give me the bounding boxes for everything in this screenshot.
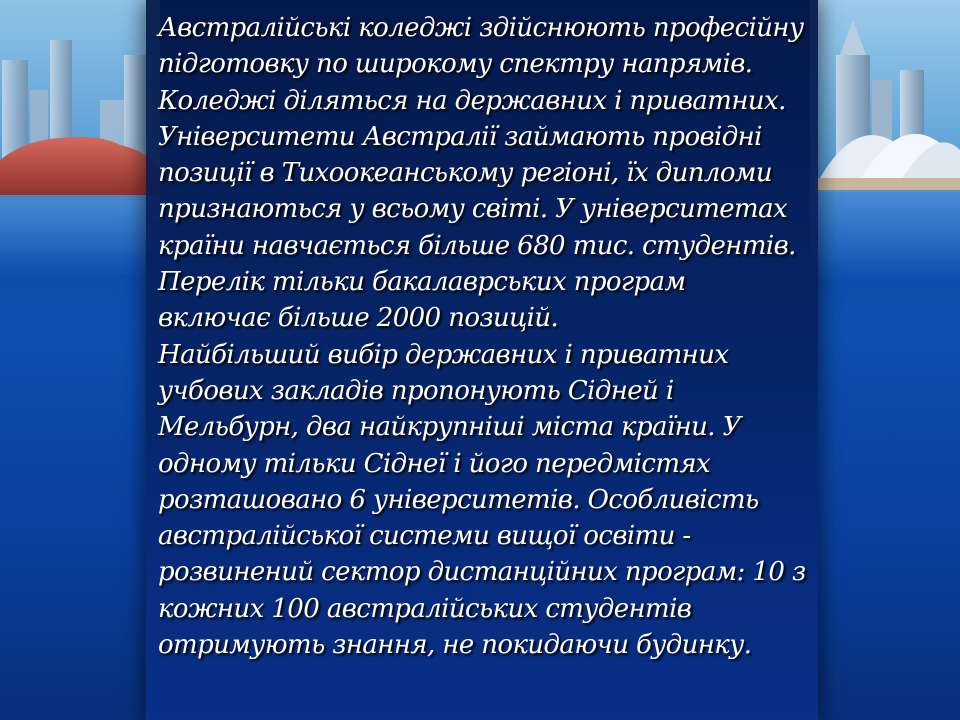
slide-body-text (158, 10, 848, 663)
text-line: Австралійські коледжі здійснюють професійну (158, 13, 804, 43)
text-line: країни навчається більше 680 тис. студентів. (158, 230, 796, 261)
text-line: розташовано 6 університетів. Особливість (158, 484, 759, 515)
text-line: одному тільки Сіднеї і його передмістях (158, 448, 711, 479)
text-line: Найбільший вибір державних і приватних (158, 339, 729, 370)
text-line: Коледжі діляться на державних і приватних. (158, 85, 786, 116)
text-line: розвинений сектор дистанційних програм: 10 з (158, 557, 806, 588)
text-line: австралійської системи вищої освіти - (158, 521, 691, 552)
text-line: Мельбурн, два найкрупніші міста країни. У (158, 412, 741, 443)
text-line: учбових закладів пропонують Сідней і (158, 375, 674, 406)
left-scene (0, 0, 160, 275)
text-line: кожних 100 австралійських студентів (158, 593, 692, 624)
text-line: Університети Австралії займають провідні (158, 121, 762, 152)
text-line: підготовку по широкому спектру напрямів. (158, 49, 753, 80)
text-line: признаються у всьому світі. У університетах (158, 194, 788, 225)
text-line: позиції в Тихоокеанському регіоні, їх дипломи (158, 158, 772, 189)
text-line: включає більше 2000 позицій. (158, 303, 559, 334)
text-line: Перелік тільки бакалаврських програм (158, 267, 686, 298)
text-line: отримують знання, не покидаючи будинку. (158, 630, 752, 661)
